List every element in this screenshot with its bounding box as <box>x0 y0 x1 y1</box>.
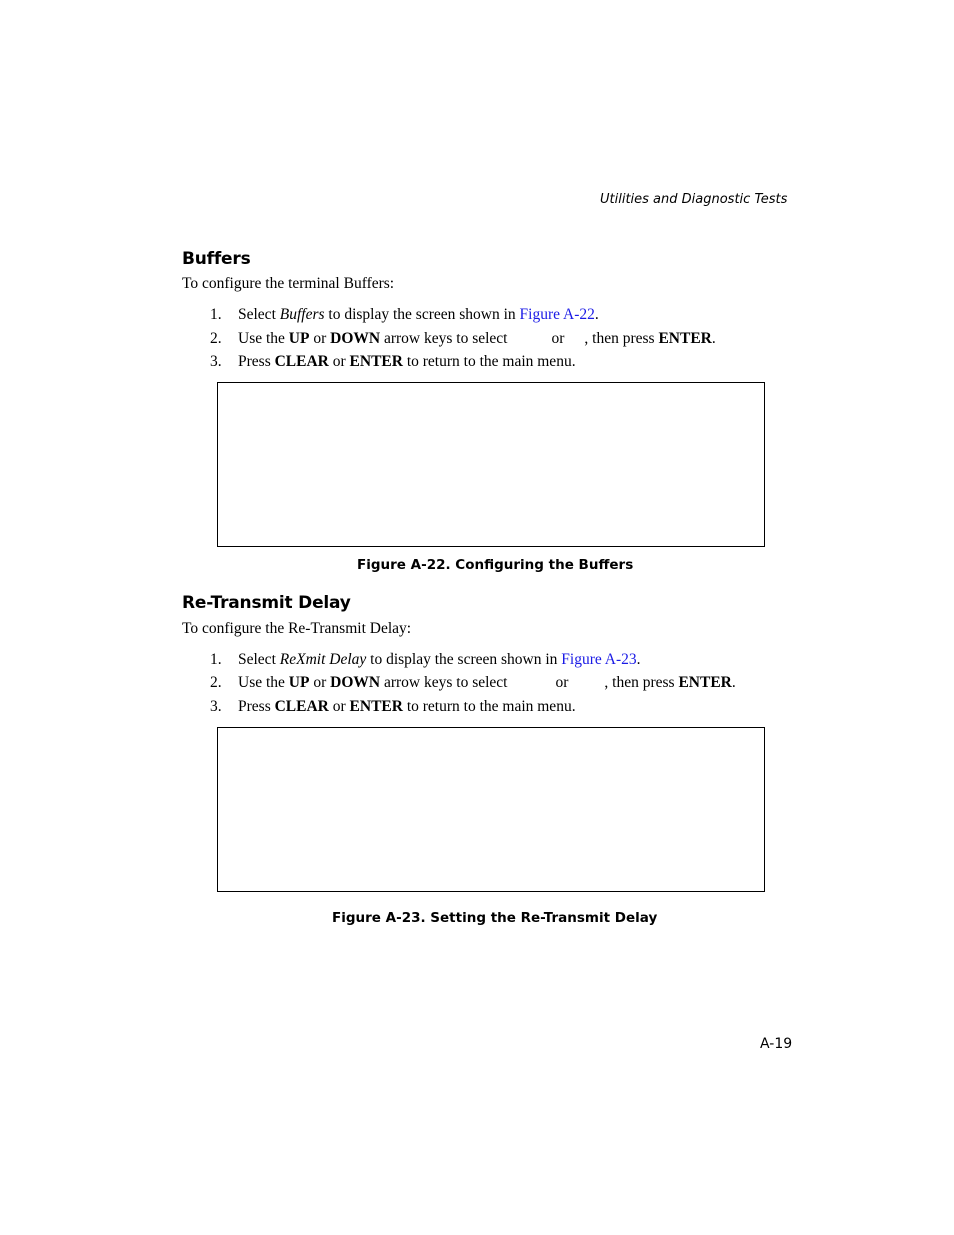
key-name: CLEAR <box>274 353 329 370</box>
key-name: DOWN <box>330 330 381 347</box>
running-head: Utilities and Diagnostic Tests <box>600 192 788 207</box>
step-text: or <box>309 330 331 347</box>
step-text: . <box>711 330 716 347</box>
step-text: to display the screen shown in <box>366 651 562 668</box>
key-name: UP <box>288 330 310 347</box>
menu-item-name: ReXmit Delay <box>279 651 367 668</box>
step-text: or <box>555 674 569 691</box>
step-text: Press <box>238 698 275 715</box>
step-number: 1. <box>210 651 222 668</box>
step-text: , then press <box>604 674 679 691</box>
step-text: arrow keys to select <box>380 674 508 691</box>
step-text: , then press <box>584 330 659 347</box>
step-number: 2. <box>210 674 222 691</box>
figure-a23-caption: Figure A-23. Setting the Re-Transmit Delay <box>332 910 658 926</box>
key-name: ENTER <box>349 353 403 370</box>
step-number: 1. <box>210 306 222 323</box>
key-name: ENTER <box>658 330 712 347</box>
step-text: Select <box>238 306 280 323</box>
step-text: arrow keys to select <box>380 330 508 347</box>
step-1-buffers <box>210 306 599 324</box>
figure-a23-screen-box <box>217 727 765 892</box>
step-text: or <box>328 698 350 715</box>
step-3-buffers <box>210 353 576 371</box>
step-text: Select <box>238 651 280 668</box>
step-1-retransmit <box>210 651 641 669</box>
step-number: 3. <box>210 698 222 715</box>
step-text: . <box>731 674 736 691</box>
step-text: or <box>328 353 350 370</box>
step-2-retransmit <box>210 674 736 692</box>
step-2-buffers <box>210 330 716 348</box>
key-name: UP <box>288 674 310 691</box>
key-name: ENTER <box>349 698 403 715</box>
figure-a22-caption: Figure A-22. Configuring the Buffers <box>357 557 634 573</box>
figure-a22-screen-box <box>217 382 765 547</box>
key-name: DOWN <box>330 674 381 691</box>
step-3-retransmit <box>210 698 576 716</box>
figure-a22-link[interactable]: Figure A-22 <box>519 306 595 323</box>
step-text: Use the <box>238 674 289 691</box>
menu-item-name: Buffers <box>279 306 325 323</box>
section-intro-retransmit-delay: To configure the Re-Transmit Delay: <box>182 620 412 637</box>
step-text: to return to the main menu. <box>402 698 576 715</box>
step-text: to return to the main menu. <box>402 353 576 370</box>
figure-a23-link[interactable]: Figure A-23 <box>561 651 637 668</box>
step-text: or <box>551 330 565 347</box>
step-number: 3. <box>210 353 222 370</box>
key-name: ENTER <box>678 674 732 691</box>
step-text: Use the <box>238 330 289 347</box>
key-name: CLEAR <box>274 698 329 715</box>
page-number: A-19 <box>760 1036 793 1052</box>
step-number: 2. <box>210 330 222 347</box>
step-text: to display the screen shown in <box>324 306 520 323</box>
section-heading-buffers: Buffers <box>182 249 251 269</box>
step-text: Press <box>238 353 275 370</box>
section-heading-retransmit-delay: Re-Transmit Delay <box>182 593 351 613</box>
section-intro-buffers: To configure the terminal Buffers: <box>182 275 395 292</box>
step-text: or <box>309 674 331 691</box>
step-text: . <box>636 651 641 668</box>
step-text: . <box>594 306 599 323</box>
